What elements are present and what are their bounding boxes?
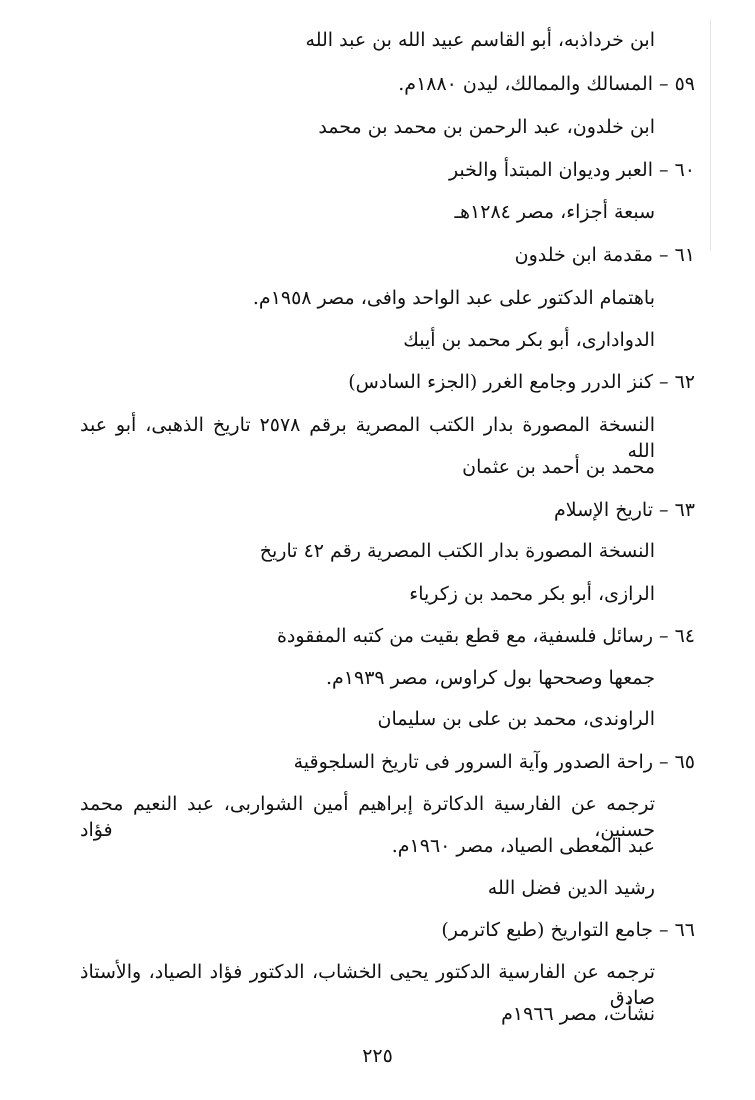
entry-61: ٦١ – مقدمة ابن خلدون bbox=[514, 244, 695, 266]
entry-62-note: النسخة المصورة بدار الكتب المصرية برقم ٢٥٧٨ تاريخ الذهبى، أبو عبد الله bbox=[80, 414, 655, 462]
entry-59: ٥٩ – المسالك والممالك، ليدن ١٨٨٠م. bbox=[398, 73, 695, 95]
entry-61-note: باهتمام الدكتور على عبد الواحد وافى، مصر ١٩٥٨م. bbox=[252, 287, 655, 309]
author-rashid-al-din: رشيد الدين فضل الله bbox=[487, 877, 655, 899]
author-ibn-khurradadhbih: ابن خرداذبه، أبو القاسم عبيد الله بن عبد الله bbox=[305, 29, 655, 51]
entry-60-note: سبعة أجزاء، مصر ١٢٨٤هـ bbox=[454, 201, 655, 223]
author-dhahabi-cont: محمد بن أحمد بن عثمان bbox=[462, 456, 655, 478]
entry-66: ٦٦ – جامع التواريخ (طبع كاترمر) bbox=[441, 919, 695, 941]
entry-64-note: جمعها وصححها بول كراوس، مصر ١٩٣٩م. bbox=[325, 667, 655, 689]
entry-62: ٦٢ – كنز الدرر وجامع الغرر (الجزء السادس) bbox=[348, 371, 695, 393]
page-edge-shadow bbox=[710, 20, 711, 250]
entry-66-note: ترجمه عن الفارسية الدكتور يحيى الخشاب، الدكتور فؤاد الصياد، والأستاذ صادق bbox=[80, 961, 655, 1009]
author-dawadari: الدوادارى، أبو بكر محمد بن أيبك bbox=[403, 329, 655, 351]
entry-60: ٦٠ – العبر وديوان المبتدأ والخبر bbox=[448, 159, 695, 181]
entry-65: ٦٥ – راحة الصدور وآية السرور فى تاريخ السلجوقية bbox=[293, 751, 695, 773]
entry-66-note-cont: نشأت، مصر ١٩٦٦م bbox=[501, 1003, 655, 1025]
author-ibn-khaldun: ابن خلدون، عبد الرحمن بن محمد بن محمد bbox=[318, 116, 655, 138]
entry-63: ٦٣ – تاريخ الإسلام bbox=[554, 499, 695, 521]
entry-63-note: النسخة المصورة بدار الكتب المصرية رقم ٤٢ تاريخ bbox=[259, 540, 655, 562]
page-number: ٢٢٥ bbox=[362, 1045, 393, 1067]
entry-65-note-cont: عبد المعطى الصياد، مصر ١٩٦٠م. bbox=[391, 835, 655, 857]
author-rawandi: الراوندى، محمد بن على بن سليمان bbox=[377, 708, 655, 730]
entry-65-note: ترجمه عن الفارسية الدكاترة إبراهيم أمين الشواربى، عبد النعيم محمد حسنين، فؤاد bbox=[80, 793, 655, 841]
entry-64: ٦٤ – رسائل فلسفية، مع قطع بقيت من كتبه المفقودة bbox=[276, 625, 695, 647]
author-razi: الرازى، أبو بكر محمد بن زكرياء bbox=[409, 583, 655, 605]
